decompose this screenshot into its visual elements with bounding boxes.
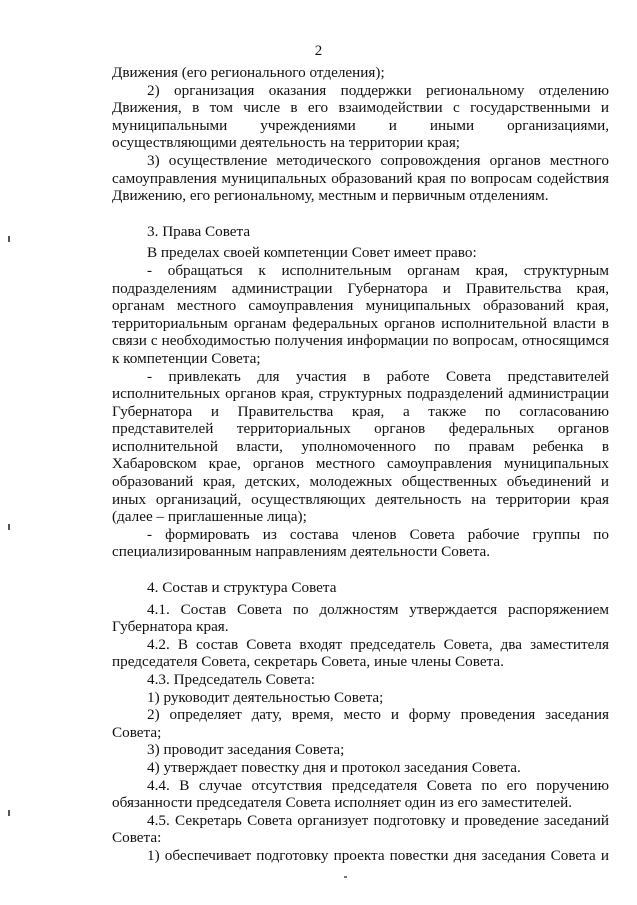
page-number: 2 [314,43,323,59]
document-body [112,64,609,865]
paragraph: В пределах своей компетенции Совет имеет право: [147,244,477,262]
paragraph: - обращаться к исполнительным органам края, структурным подразделениям администрации Губернатора и Правительства края, органам местного самоуправления муниципальных образований края, территориальным органам федеральных органов исполнительной власти в связи с необходимостью получения информации по вопросам, относящимся к компетенции Совета; [112,261,609,367]
scan-margin-mark [8,810,10,816]
paragraph: 1) обеспечивает подготовку проекта повестки дня заседания Совета и [147,846,609,864]
paragraph: 4.4. В случае отсутствия председателя Совета по его поручению обязанности председателя Совета исполняет один из его заместителей. [112,776,609,812]
paragraph: 3) проводит заседания Совета; [147,741,345,759]
paragraph: Движения (его регионального отделения); [112,64,385,81]
paragraph: 4.2. В состав Совета входят председатель Совета, два заместителя председателя Совета, секретарь Совета, иные члены Совета. [112,635,609,671]
section-heading: 4. Состав и структура Совета [147,579,337,597]
scan-speck [344,876,347,878]
paragraph: 2) организация оказания поддержки региональному отделению Движения, в том числе в его взаимодействии с государственными и муниципальными учреждениями и иными организациями, осуществляющими деятельность на территории края; [112,81,609,152]
paragraph: 2) определяет дату, время, место и форму проведения заседания Совета; [112,706,609,741]
paragraph: 3) осуществление методического сопровождения органов местного самоуправления муниципальных образований края по вопросам содействия Движению, его региональному, местным и первичным отделениям. [112,151,609,205]
paragraph: 4.5. Секретарь Совета организует подготовку и проведение заседаний Совета: [112,811,609,847]
scan-margin-mark [8,524,10,530]
paragraph: 4.3. Председатель Совета: [147,671,315,688]
paragraph: - формировать из состава членов Совета рабочие группы по специализированным направлениям деятельности Совета. [112,525,609,561]
paragraph: - привлекать для участия в работе Совета представителей исполнительных органов края, структурных подразделений администрации Губернатора и Правительства края, а также по согласованию представителей территориальных органов федеральных органов исполнительной власти, уполномоченного по правам ребенка в Хабаровском крае, органов местного самоуправления муниципальных образований края, детских, молодежных общественных объединений и иных организаций, осуществляющих деятельность на территории края (далее – приглашенные лица); [112,367,609,526]
paragraph: 4.1. Состав Совета по должностям утверждается распоряжением Губернатора края. [112,600,609,636]
paragraph: 1) руководит деятельностью Совета; [147,688,384,706]
scan-margin-mark [8,236,10,242]
paragraph: 4) утверждает повестку дня и протокол заседания Совета. [147,758,521,776]
section-heading: 3. Права Совета [147,222,251,240]
